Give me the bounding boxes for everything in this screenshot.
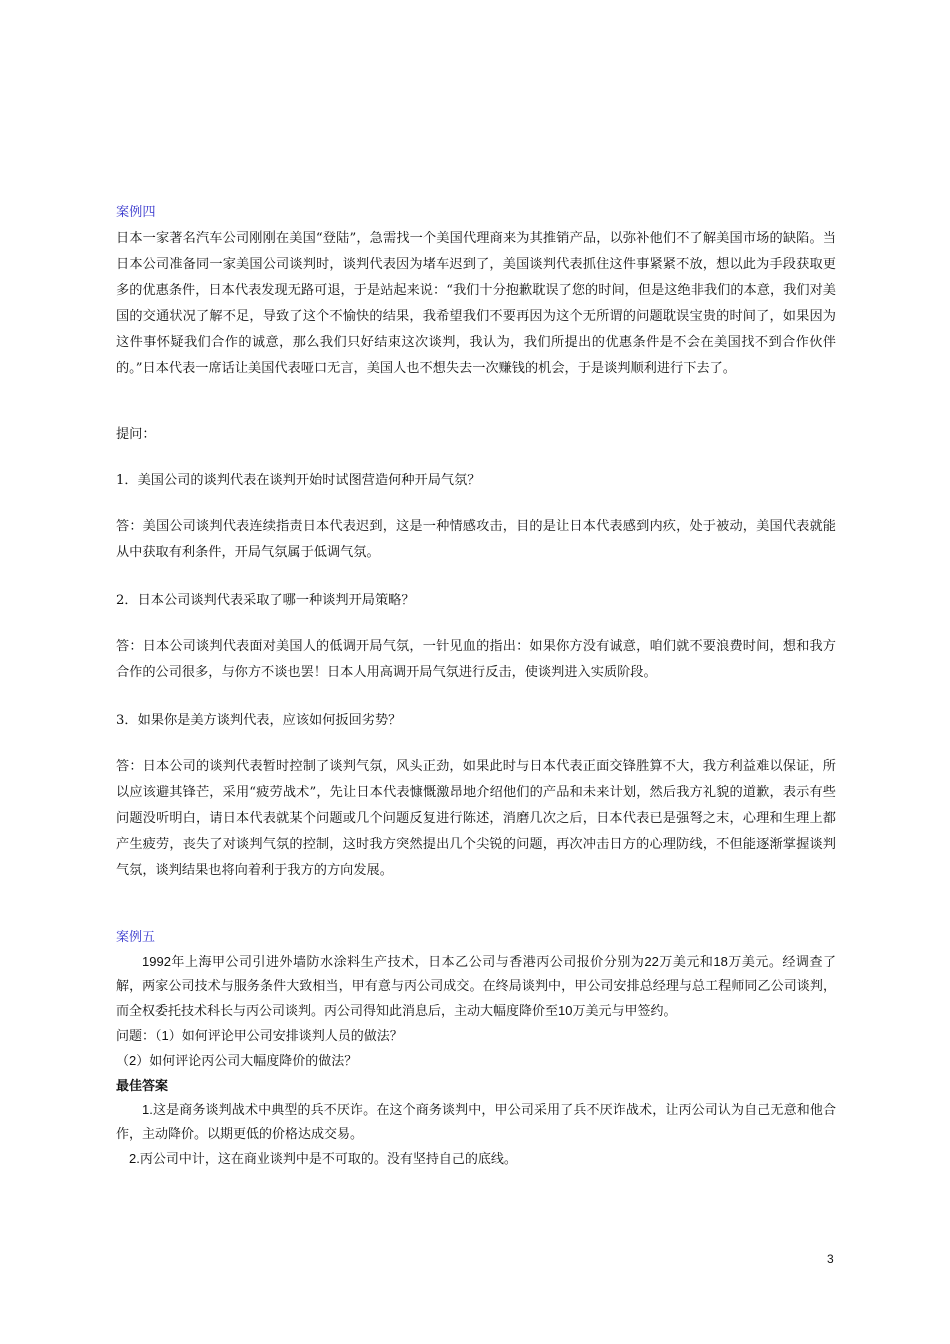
case5-question-2: （2）如何评论丙公司大幅度降价的做法？ bbox=[116, 1053, 358, 1069]
case5-heading: 案例五 bbox=[116, 930, 156, 945]
case5-question-1: 问题：（1）如何评论甲公司安排谈判人员的做法？ bbox=[116, 1028, 403, 1044]
answer-1: 答：美国公司谈判代表连续指责日本代表迟到，这是一种情感攻击，目的是让日本代表感到内疚，处于被动，美国代表就能从中获取有利条件，开局气氛属于低调气氛。 bbox=[116, 519, 836, 560]
case5-section bbox=[116, 926, 836, 1172]
case5-answer-2: 2.丙公司中计，这在商业谈判中是不可取的。没有坚持自己的底线。 bbox=[129, 1151, 517, 1167]
case4-heading: 案例四 bbox=[116, 205, 156, 220]
year-number: 1992 bbox=[142, 954, 171, 969]
best-answer-heading: 最佳答案 bbox=[116, 1078, 169, 1093]
case5-answer-1: 1.这是商务谈判战术中典型的兵不厌诈。在这个商务谈判中，甲公司采用了兵不厌诈战术，让丙公司认为自己无意和他合作，主动降价。以期更低的价格达成交易。 bbox=[116, 1102, 836, 1142]
page-number: 3 bbox=[827, 1252, 834, 1266]
question-3: 3．如果你是美方谈判代表，应该如何扳回劣势？ bbox=[116, 713, 402, 728]
price-japan: 22 bbox=[644, 954, 659, 969]
price-reduced: 10 bbox=[558, 1003, 573, 1018]
answer-3: 答：日本公司的谈判代表暂时控制了谈判气氛，风头正劲，如果此时与日本代表正面交锋胜算不大，我方利益难以保证，所以应该避其锋芒，采用“疲劳战术”，先让日本代表慷慨激昂地介绍他们的产品和未来计划，然后我方礼貌的道歉，表示有些问题没听明白，请日本代表就某个问题或几个问题反复进行陈述，消磨几次之后，日本代表已是强弩之末，心理和生理上都产生疲劳，丧失了对谈判气氛的控制，这时我方突然提出几个尖锐的问题，再次冲击日方的心理防线，不但能逐渐掌握谈判气氛，谈判结果也将向着利于我方的方向发展。 bbox=[116, 759, 836, 878]
answer-2: 答：日本公司谈判代表面对美国人的低调开局气氛，一针见血的指出：如果你方没有诚意，咱们就不要浪费时间，想和我方合作的公司很多，与你方不谈也罢！日本人用高调开局气氛进行反击，使谈判进入实质阶段。 bbox=[116, 639, 836, 680]
question-label: 提问： bbox=[116, 427, 156, 442]
case5-paragraph: 1992年上海甲公司引进外墙防水涂料生产技术，日本乙公司与香港丙公司报价分别为22万美元和18万美元。经调查了解，两家公司技术与服务条件大致相当，甲有意与丙公司成交。在终局谈判中，甲公司安排总经理与总工程师同乙公司谈判，而全权委托技术科长与丙公司谈判。丙公司得知此消息后，主动大幅度降价至10万美元与甲签约。 bbox=[116, 954, 836, 1019]
question-2: 2．日本公司谈判代表采取了哪一种谈判开局策略？ bbox=[116, 593, 415, 608]
question-1: 1．美国公司的谈判代表在谈判开始时试图营造何种开局气氛？ bbox=[116, 473, 481, 488]
price-hongkong: 18 bbox=[713, 954, 728, 969]
case4-body: 日本一家著名汽车公司刚刚在美国“登陆”，急需找一个美国代理商来为其推销产品，以弥补他们不了解美国市场的缺陷。当日本公司准备同一家美国公司谈判时，谈判代表因为堵车迟到了，美国谈判代表抓住这件事紧紧不放，想以此为手段获取更多的优惠条件，日本代表发现无路可退，于是站起来说：“我们十分抱歉耽误了您的时间，但是这绝非我们的本意，我们对美国的交通状况了解不足，导致了这个不愉快的结果，我希望我们不要再因为这个无所谓的问题耽误宝贵的时间了，如果因为这件事怀疑我们合作的诚意，那么我们只好结束这次谈判，我认为，我们所提出的优惠条件是不会在美国找不到合作伙伴的。”日本代表一席话让美国代表哑口无言，美国人也不想失去一次赚钱的机会，于是谈判顺利进行下去了。 bbox=[116, 231, 836, 376]
